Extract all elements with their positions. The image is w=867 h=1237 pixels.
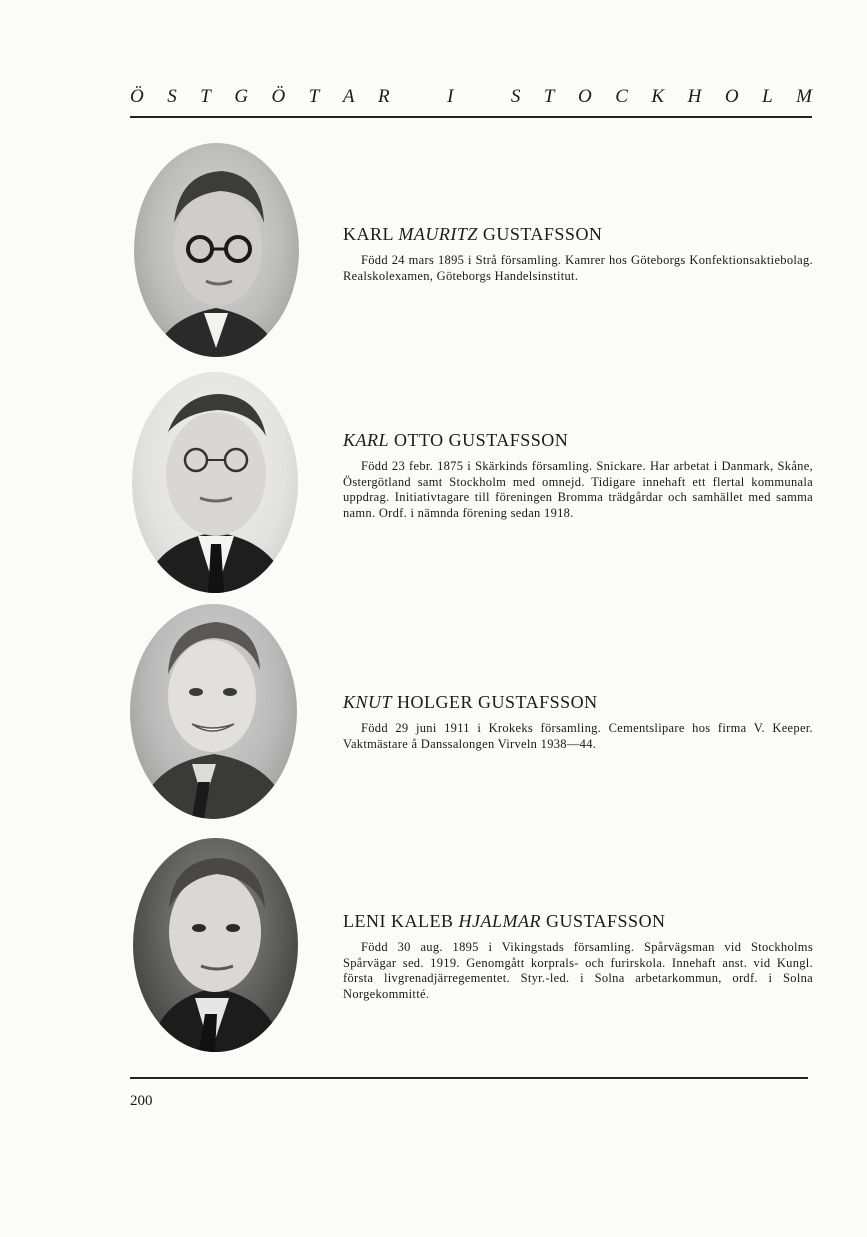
- person-name: LENI KALEB HJALMAR GUSTAFSSON: [343, 911, 666, 931]
- header-letter: Ö: [130, 86, 144, 107]
- header-letter: T: [543, 86, 555, 107]
- header-letter: K: [651, 86, 665, 107]
- portrait-photo: [134, 143, 299, 357]
- header-letter: O: [724, 86, 739, 107]
- person-bio: Född 24 mars 1895 i Strå församling. Kamrer hos Göteborgs Konfektionsaktiebolag. Realskolexamen, Göteborgs Handelsinstitut.: [343, 253, 813, 283]
- entry: [343, 224, 813, 284]
- portrait-photo: [133, 838, 298, 1052]
- footer-rule: [130, 1077, 808, 1079]
- person-bio: Född 30 aug. 1895 i Vikingstads församling. Spårvägsman vid Stockholms Spårvägar sed. 1919. Genomgått korprals- och furirskola. Innehaft anst. vid Kungl. första livgrenadjärregementet. Styr.-led. i Solna arbetarkommun, ordf. i Solna Norgekommitté.: [343, 940, 813, 1001]
- header-letter: A: [342, 86, 355, 107]
- header-letter: L: [762, 86, 773, 107]
- header-letter: R: [377, 86, 390, 107]
- header-letter: M: [796, 86, 812, 107]
- header-letter: S: [510, 86, 521, 107]
- portrait-photo: [130, 604, 297, 819]
- header-letter: Ö: [271, 86, 286, 107]
- entry: [343, 911, 813, 1002]
- person-bio: Född 29 juni 1911 i Krokeks församling. Cementslipare hos firma V. Keeper. Vaktmästare å Danssalongen Virveln 1938—44.: [343, 721, 813, 751]
- header-letter: H: [687, 86, 702, 107]
- page-number: 200: [130, 1093, 153, 1109]
- header-letter: O: [577, 86, 592, 107]
- header-letter: C: [615, 86, 628, 107]
- header-letter: I: [447, 86, 454, 107]
- person-bio: Född 23 febr. 1875 i Skärkinds församling. Snickare. Har arbetat i Danmark, Skåne, Östergötland samt Stockholm med omnejd. Tidigare innehaft ett flertal kommunala uppdrag. Initiativtagare till föreningen Bromma trädgårdar och samhället med samma namn. Ordf. i nämnda förening sedan 1918.: [343, 459, 813, 520]
- running-head: [130, 86, 812, 108]
- entry: [343, 692, 813, 752]
- header-letter: G: [234, 86, 249, 107]
- header-letter: T: [308, 86, 320, 107]
- person-name: KNUT HOLGER GUSTAFSSON: [343, 692, 598, 712]
- person-name: KARL OTTO GUSTAFSSON: [343, 430, 569, 450]
- header-letter: S: [167, 86, 177, 107]
- entry: [343, 430, 813, 521]
- header-letter: T: [200, 86, 211, 107]
- header-rule: [130, 116, 812, 118]
- person-name: KARL MAURITZ GUSTAFSSON: [343, 224, 603, 244]
- portrait-photo: [132, 372, 298, 593]
